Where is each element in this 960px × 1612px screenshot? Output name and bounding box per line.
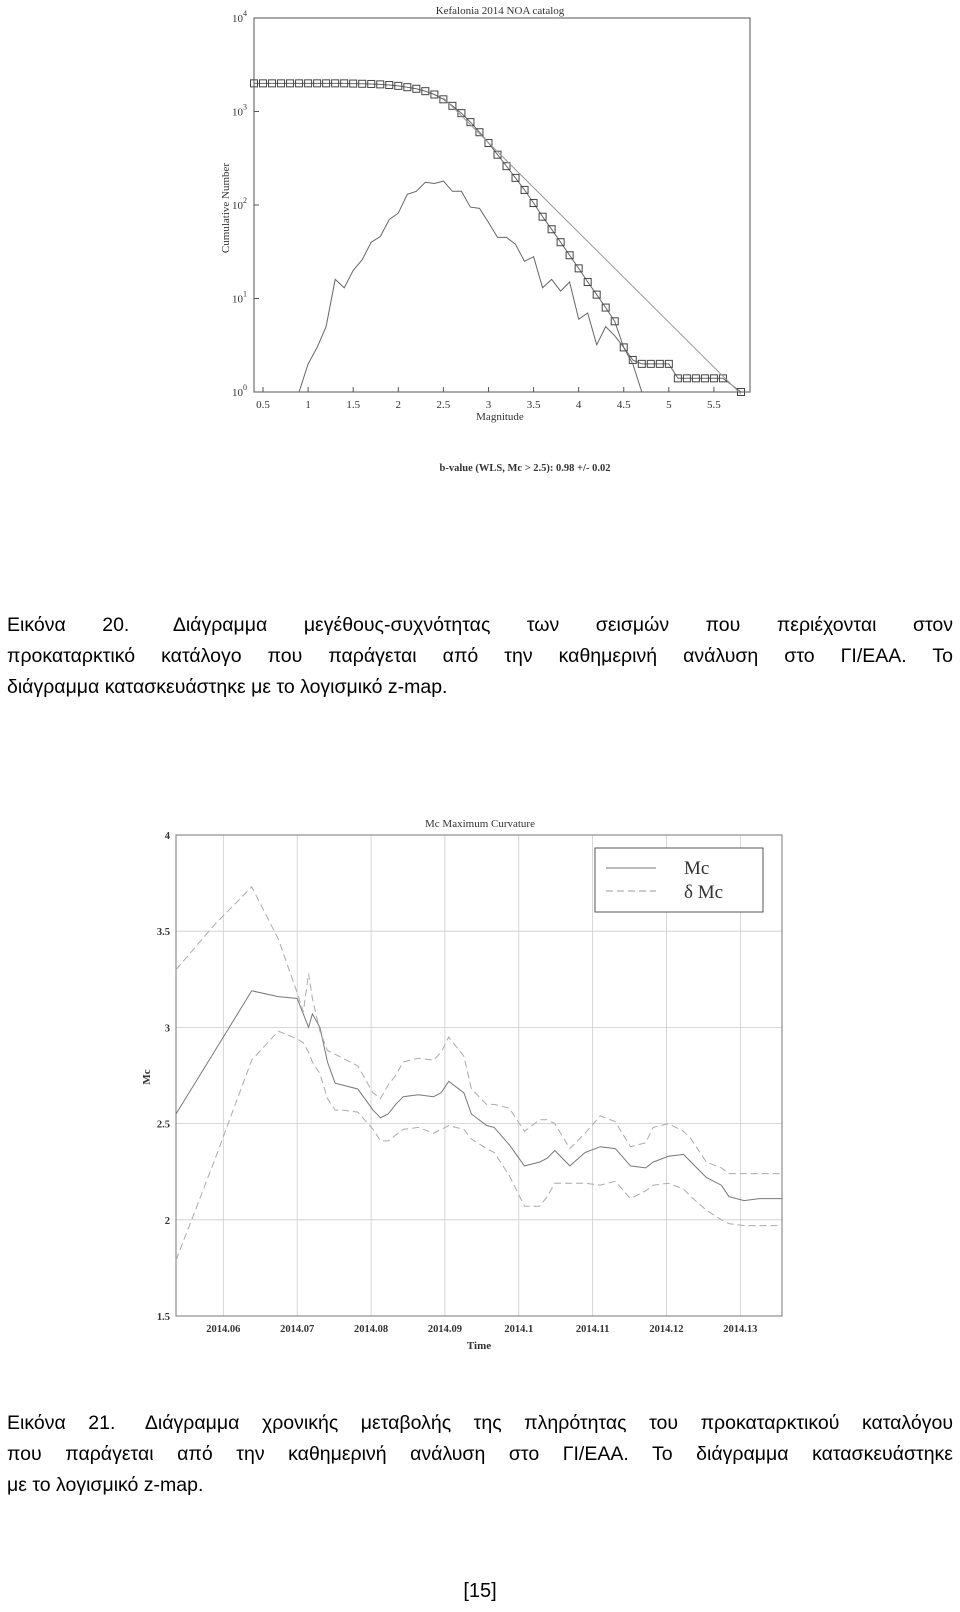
y-tick-labels	[232, 9, 259, 399]
x-tick-label: 2014.09	[427, 1324, 462, 1335]
page-number: [15]	[463, 1580, 497, 1602]
caption-line	[7, 1408, 953, 1439]
figure-21-caption	[7, 1408, 953, 1501]
caption-text: Διάγραμμα χρονικής μεταβολής της πληρότητας του προκαταρκτικού καταλόγου	[144, 1412, 953, 1434]
x-tick-label: 2014.08	[353, 1324, 389, 1335]
figure-21	[0, 800, 960, 1365]
x-tick-labels	[256, 387, 721, 411]
legend-box	[595, 848, 763, 912]
y-tick-label: $10^3$	[232, 102, 247, 119]
chart-series	[251, 80, 745, 396]
y-axis-label: Cumulative Number	[220, 162, 232, 254]
x-tick-label: 2	[395, 399, 402, 411]
x-tick-label: 4.5	[616, 399, 631, 411]
y-tick-label: $10^2$	[232, 196, 247, 212]
x-tick-label: 2014.12	[649, 1324, 684, 1335]
series-line-dmc	[176, 887, 782, 1174]
caption-line: προκαταρκτικό κατάλογο που παράγεται από την καθημερινή ανάλυση στο ΓΙ/ΕΑΑ. Το	[7, 645, 953, 667]
caption-label: Εικόνα 21.	[7, 1412, 116, 1434]
y-tick-label: 4	[164, 831, 170, 842]
y-tick-label: $10^1$	[232, 289, 247, 306]
series-line	[443, 98, 741, 394]
y-tick-labels	[157, 831, 171, 1323]
x-tick-label: 4	[575, 399, 582, 411]
x-tick-label: 1.5	[346, 399, 361, 411]
y-tick-label: 1.5	[156, 1312, 170, 1323]
caption-text: Διάγραμμα μεγέθους-συχνότητας των σεισμών που περιέχονται στον	[172, 614, 954, 636]
y-tick-label: 2.5	[156, 1119, 170, 1131]
caption-label: Εικόνα 20.	[7, 614, 130, 636]
caption-line: διάγραμμα κατασκευάστηκε με το λογισμικό z-map.	[7, 676, 448, 698]
figure-20	[0, 0, 960, 505]
x-tick-label: 2014.11	[575, 1324, 610, 1335]
x-tick-label: 5	[666, 399, 672, 411]
plot-frame	[254, 18, 750, 392]
mc-chart	[0, 800, 960, 1360]
x-tick-label: 2014.13	[723, 1324, 758, 1335]
legend-label-dmc: δ Mc	[684, 882, 724, 903]
x-tick-labels	[206, 1324, 757, 1335]
y-tick-label: 3.5	[156, 927, 170, 939]
x-tick-label: 2.5	[436, 399, 451, 411]
x-tick-label: 5.5	[707, 399, 721, 411]
caption-line: με το λογισμικό z-map.	[7, 1474, 204, 1496]
x-axis-label: Time	[466, 1340, 492, 1352]
y-tick-label: $10^4$	[232, 9, 247, 25]
x-tick-label: 0.5	[256, 399, 270, 411]
y-axis-label: Mc	[141, 1069, 153, 1085]
x-axis-label: Magnitude	[476, 411, 524, 423]
figure-20-caption	[7, 610, 953, 703]
legend	[595, 848, 763, 912]
legend-label-mc: Mc	[684, 858, 710, 879]
caption-line: που παράγεται από την καθημερινή ανάλυση στο ΓΙ/ΕΑΑ. Το διάγραμμα κατασκευάστηκε	[7, 1443, 953, 1465]
series-line-mc	[176, 991, 782, 1201]
chart-title: Mc Maximum Curvature	[425, 818, 535, 830]
x-tick-label: 2014.07	[280, 1324, 315, 1335]
x-tick-label: 1	[305, 399, 311, 411]
series-line-dmc	[176, 1031, 782, 1260]
x-tick-label: 3.5	[526, 399, 541, 411]
y-tick-label: 3	[164, 1023, 170, 1035]
chart-title: Kefalonia 2014 NOA catalog	[435, 5, 565, 17]
x-tick-label: 2014.1	[504, 1324, 534, 1335]
b-value-annotation: b-value (WLS, Mc > 2.5): 0.98 +/- 0.02	[439, 463, 611, 474]
y-tick-label: 2	[164, 1215, 170, 1227]
x-tick-label: 2014.06	[206, 1324, 241, 1335]
x-tick-label: 3	[485, 399, 492, 411]
caption-line	[7, 610, 953, 641]
chart-series	[176, 887, 782, 1260]
y-tick-label: $10^0$	[232, 383, 247, 399]
gr-chart	[0, 0, 960, 500]
